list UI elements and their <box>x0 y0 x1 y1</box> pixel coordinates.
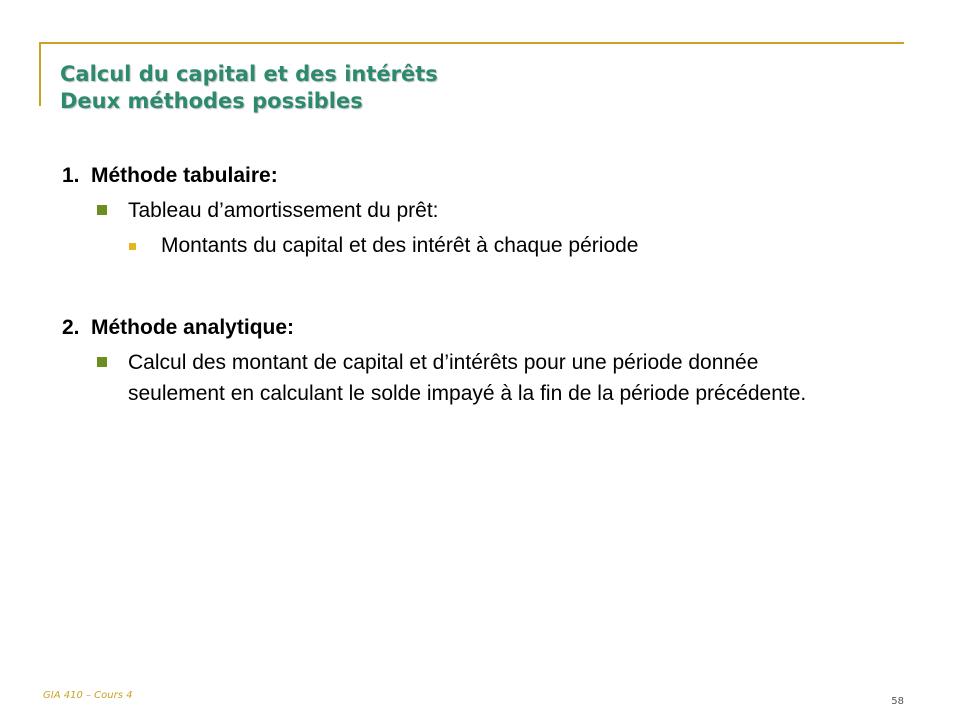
title-frame-top-line <box>39 42 904 44</box>
section-1-heading <box>62 161 882 191</box>
slide-title-line-2: Deux méthodes possibles <box>60 89 363 113</box>
section-1-bullet <box>97 195 882 226</box>
small-square-bullet-icon <box>129 243 136 250</box>
square-bullet-icon <box>97 357 107 367</box>
square-bullet-icon <box>97 205 107 215</box>
section-1-heading-text: Méthode tabulaire: <box>91 164 278 187</box>
section-analytical-method <box>62 313 882 409</box>
title-frame-left-line <box>39 42 41 106</box>
section-2-heading <box>62 313 882 343</box>
section-tabular-method <box>62 161 882 261</box>
section-1-bullet-text: Tableau d’amortissement du prêt: <box>128 199 439 222</box>
section-2-heading-text: Méthode analytique: <box>91 316 295 339</box>
slide-title <box>60 61 438 115</box>
slide-title-line-1: Calcul du capital et des intérêts <box>60 62 438 86</box>
section-2-bullet <box>97 347 882 409</box>
section-2-number: 2. <box>62 316 80 339</box>
section-1-number: 1. <box>62 164 80 187</box>
page-number: 58 <box>891 696 904 707</box>
footer-course-label: GIA 410 – Cours 4 <box>43 690 133 701</box>
section-1-sub-bullet-text: Montants du capital et des intérêt à chaque période <box>161 234 639 257</box>
section-1-sub-bullet <box>129 230 882 261</box>
section-2-bullet-text: Calcul des montant de capital et d’intérêts pour une période donnée seulement en calculant le solde impayé à la fin de la période précédente. <box>128 351 807 405</box>
